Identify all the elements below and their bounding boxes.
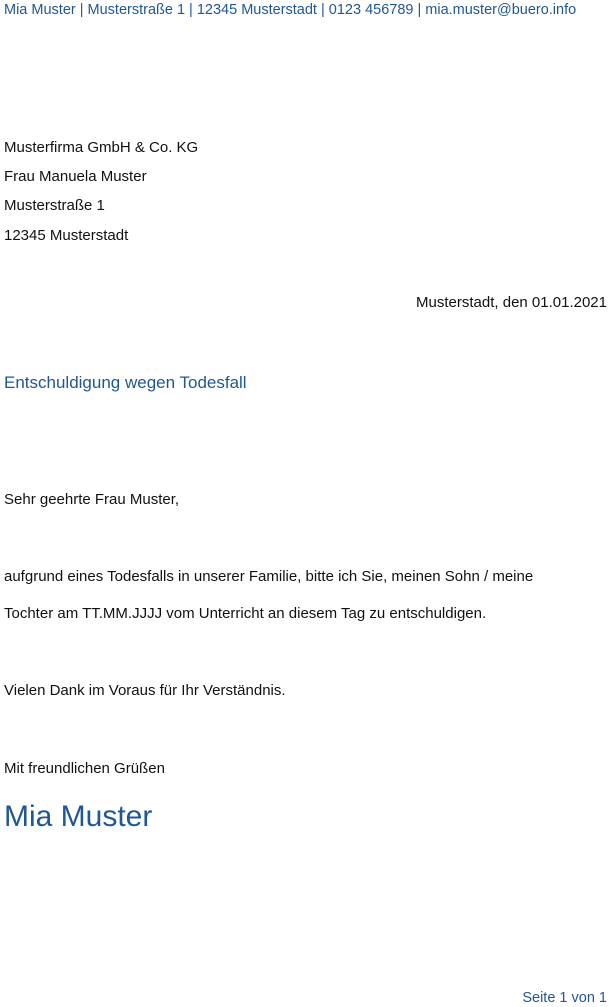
subject-line: Entschuldigung wegen Todesfall — [4, 373, 247, 392]
recipient-name: Frau Manuela Muster — [4, 168, 147, 185]
salutation: Sehr geehrte Frau Muster, — [4, 491, 180, 508]
closing-line: Mit freundlichen Grüßen — [4, 760, 165, 777]
body-line-2: Tochter am TT.MM.JJJJ vom Unterricht an diesem Tag zu entschuldigen. — [4, 605, 487, 622]
recipient-city: 12345 Musterstadt — [4, 227, 129, 244]
recipient-street: Musterstraße 1 — [4, 197, 105, 214]
date-line: Musterstadt, den 01.01.2021 — [416, 294, 607, 311]
sender-line: Mia Muster | Musterstraße 1 | 12345 Musterstadt | 0123 456789 | mia.muster@buero.info — [4, 2, 577, 18]
thanks-line: Vielen Dank im Voraus für Ihr Verständnis. — [4, 682, 286, 699]
signature: Mia Muster — [4, 800, 153, 833]
page-number: Seite 1 von 1 — [522, 990, 607, 1006]
recipient-company: Musterfirma GmbH & Co. KG — [4, 139, 199, 156]
body-line-1: aufgrund eines Todesfalls in unserer Familie, bitte ich Sie, meinen Sohn / meine — [4, 568, 534, 585]
